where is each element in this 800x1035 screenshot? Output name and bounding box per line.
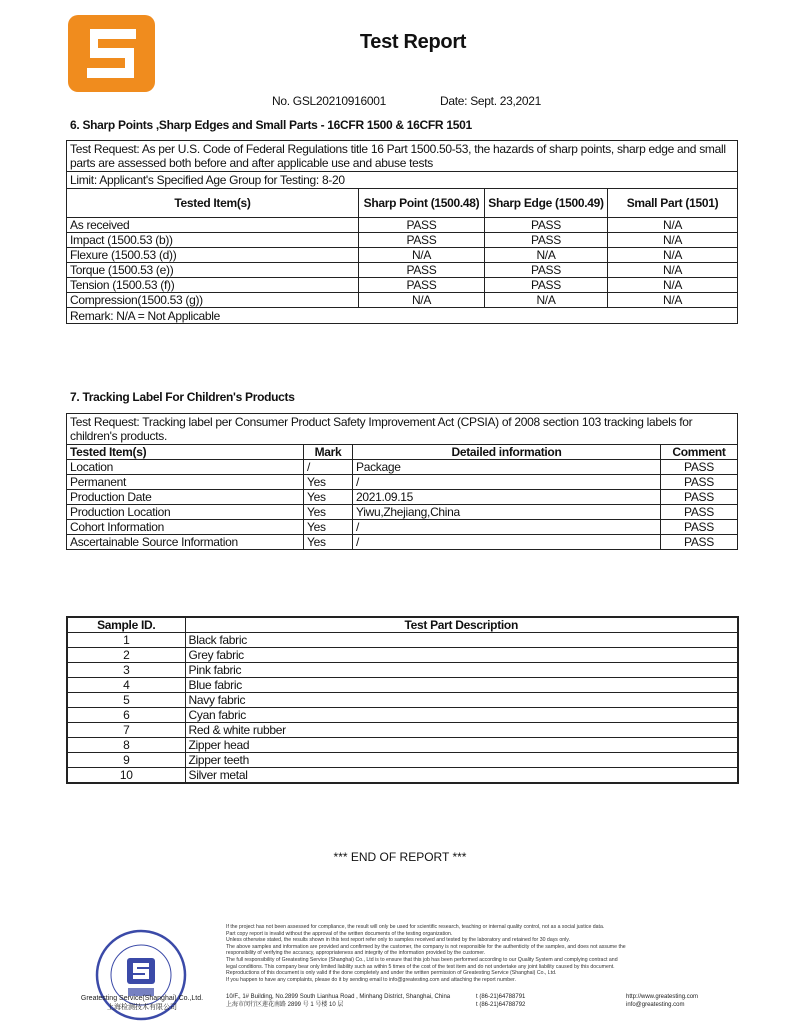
section6-heading: 6. Sharp Points ,Sharp Edges and Small Parts - 16CFR 1500 & 16CFR 1501 xyxy=(70,118,472,132)
col-header: Tested Item(s) xyxy=(67,445,304,460)
col-header: Sharp Edge (1500.49) xyxy=(485,189,608,218)
table-cell: 6 xyxy=(67,708,185,723)
table-cell: N/A xyxy=(608,218,738,233)
col-header: Comment xyxy=(661,445,738,460)
table-cell: N/A xyxy=(359,293,485,308)
table-row xyxy=(67,460,738,475)
table-cell: 2021.09.15 xyxy=(353,490,661,505)
col-header: Sharp Point (1500.48) xyxy=(359,189,485,218)
samples-table xyxy=(66,616,739,784)
table-row xyxy=(67,648,738,663)
table-cell: Cohort Information xyxy=(67,520,304,535)
table-cell: Flexure (1500.53 (d)) xyxy=(67,248,359,263)
table-cell: Grey fabric xyxy=(185,648,738,663)
report-date: Date: Sept. 23,2021 xyxy=(440,94,542,108)
table-cell: Yes xyxy=(304,535,353,550)
table-cell: PASS xyxy=(661,460,738,475)
test-request: Test Request: As per U.S. Code of Federal Regulations title 16 Part 1500.50-53, the hazards of sharp points, sharp edge and small parts are assessed both before and after applicable use and abuse tests xyxy=(67,141,738,172)
disclaimer-line: Reproductions of this document is only valid if the done completely and under the written permission of Greatesting Service (Shanghai) Co., Ltd. xyxy=(226,970,557,977)
table-row xyxy=(67,490,738,505)
table-cell: 3 xyxy=(67,663,185,678)
table-cell: PASS xyxy=(359,263,485,278)
website-link[interactable]: http://www.greatesting.com xyxy=(626,994,699,1000)
contact-info xyxy=(226,993,738,1009)
table-cell: / xyxy=(353,535,661,550)
remark: Remark: N/A = Not Applicable xyxy=(67,308,738,324)
table-cell: Navy fabric xyxy=(185,693,738,708)
table-cell: 4 xyxy=(67,678,185,693)
table-cell: 8 xyxy=(67,738,185,753)
end-of-report: *** END OF REPORT *** xyxy=(333,850,467,864)
table-row xyxy=(67,475,738,490)
table-cell: N/A xyxy=(608,248,738,263)
table-cell: N/A xyxy=(608,233,738,248)
table-cell: Yes xyxy=(304,490,353,505)
table-row xyxy=(67,663,738,678)
table-row xyxy=(67,535,738,550)
table-cell: Compression(1500.53 (g)) xyxy=(67,293,359,308)
table-cell: N/A xyxy=(608,263,738,278)
table-row xyxy=(67,248,738,263)
table-cell: Yes xyxy=(304,505,353,520)
table-row xyxy=(67,278,738,293)
table-row xyxy=(67,723,738,738)
col-header: Detailed information xyxy=(353,445,661,460)
table-row xyxy=(67,633,738,648)
col-header: Tested Item(s) xyxy=(67,189,359,218)
table-cell: / xyxy=(353,520,661,535)
company-name-en: Greatesting Service(Shanghai) Co.,Ltd. xyxy=(80,995,204,1002)
table-cell: 7 xyxy=(67,723,185,738)
table-row xyxy=(67,693,738,708)
table-cell: Red & white rubber xyxy=(185,723,738,738)
disclaimer-line: Unless otherwise stated, the results shown in this test report refer only to samples received and tested by the laboratory and retained for 30 days only. xyxy=(226,937,570,944)
table-row xyxy=(67,753,738,768)
table-cell: PASS xyxy=(661,520,738,535)
table-cell: 5 xyxy=(67,693,185,708)
report-number: No. GSL20210916001 xyxy=(272,94,387,108)
table-cell: Blue fabric xyxy=(185,678,738,693)
table-cell: Production Date xyxy=(67,490,304,505)
table-cell: PASS xyxy=(661,490,738,505)
table-cell: Package xyxy=(353,460,661,475)
table-cell: PASS xyxy=(485,278,608,293)
table-cell: Cyan fabric xyxy=(185,708,738,723)
phone-2: t (86-21)64788792 xyxy=(476,1002,526,1008)
table-cell: / xyxy=(353,475,661,490)
table-row xyxy=(67,738,738,753)
disclaimer-line: If the project has not been assessed for compliance, the result will only be used for scientific research, teaching or internal quality control, not as a social justice data. xyxy=(226,924,605,930)
col-header: Mark xyxy=(304,445,353,460)
table-cell: Zipper head xyxy=(185,738,738,753)
table-cell: / xyxy=(304,460,353,475)
table-cell: Location xyxy=(67,460,304,475)
table-cell: 10 xyxy=(67,768,185,784)
table-cell: Yes xyxy=(304,520,353,535)
table-cell: Ascertainable Source Information xyxy=(67,535,304,550)
table-row xyxy=(67,505,738,520)
address-en: 10/F., 1# Building, No.2899 South Lianhua Road , Minhang District, Shanghai, China xyxy=(226,994,451,1000)
table-cell: PASS xyxy=(359,218,485,233)
table-cell: Impact (1500.53 (b)) xyxy=(67,233,359,248)
disclaimer-line: responsibility of verifying the accuracy, appropriateness and integrity of the information provided by the customer. xyxy=(226,950,486,957)
table-cell: Yes xyxy=(304,475,353,490)
company-name-cn: 上海检测技术有限公司 xyxy=(107,1004,177,1011)
disclaimer-line: legal conditions. This company bear only limited liability such as within 5 times of the cost of the test item and do not undertake any joint liability caused by this document. xyxy=(226,963,615,970)
table-cell: Black fabric xyxy=(185,633,738,648)
email-link[interactable]: info@greatesting.com xyxy=(626,1002,685,1008)
disclaimer-line: Part copy report is invalid without the approval of the written documents of the testing organization. xyxy=(226,930,453,937)
table-row xyxy=(67,233,738,248)
page-title: Test Report xyxy=(359,31,467,53)
table-cell: N/A xyxy=(608,278,738,293)
table-row xyxy=(67,218,738,233)
table-cell: 2 xyxy=(67,648,185,663)
address-cn: 上海市闵行区莲花南路 2899 号 1 号楼 10 层 xyxy=(226,1002,344,1008)
disclaimer-text xyxy=(226,886,738,983)
disclaimer-line: If you happen to have any complaints, please do it by sending email to info@greatesting.com and attaching the report number. xyxy=(226,976,516,983)
table-row xyxy=(67,678,738,693)
table-row xyxy=(67,263,738,278)
table-cell: Zipper teeth xyxy=(185,753,738,768)
table-cell: PASS xyxy=(485,263,608,278)
table-cell: Silver metal xyxy=(185,768,738,784)
phone-1: t (86-21)64788791 xyxy=(476,994,526,1000)
table-cell: N/A xyxy=(608,293,738,308)
table-cell: 1 xyxy=(67,633,185,648)
table-cell: PASS xyxy=(661,505,738,520)
table-cell: PASS xyxy=(661,475,738,490)
table-row xyxy=(67,293,738,308)
table-row xyxy=(67,708,738,723)
table-cell: Tension (1500.53 (f)) xyxy=(67,278,359,293)
table-cell: PASS xyxy=(359,278,485,293)
table-row xyxy=(67,768,738,784)
col-header: Test Part Description xyxy=(185,617,738,633)
sharp-parts-table xyxy=(66,140,738,324)
table-row xyxy=(67,520,738,535)
table-cell: Production Location xyxy=(67,505,304,520)
table-cell: 9 xyxy=(67,753,185,768)
limit: Limit: Applicant's Specified Age Group for Testing: 8-20 xyxy=(67,172,738,189)
test-request: Test Request: Tracking label per Consumer Product Safety Improvement Act (CPSIA) of 2008 section 103 tracking labels for children's products. xyxy=(67,414,738,445)
section7-heading: 7. Tracking Label For Children's Products xyxy=(70,390,295,404)
company-name xyxy=(62,994,222,1012)
table-cell: Permanent xyxy=(67,475,304,490)
table-cell: Yiwu,Zhejiang,China xyxy=(353,505,661,520)
disclaimer-line: The above samples and information are provided and confirmed by the customer, the company is not responsible for the authenticity of the samples, and does not assume the xyxy=(226,943,626,950)
table-cell: PASS xyxy=(485,233,608,248)
table-cell: N/A xyxy=(485,293,608,308)
table-cell: PASS xyxy=(485,218,608,233)
table-cell: Pink fabric xyxy=(185,663,738,678)
table-cell: N/A xyxy=(485,248,608,263)
col-header: Sample ID. xyxy=(67,617,185,633)
col-header: Small Part (1501) xyxy=(608,189,738,218)
tracking-label-table xyxy=(66,413,738,550)
table-cell: As received xyxy=(67,218,359,233)
table-cell: PASS xyxy=(359,233,485,248)
disclaimer-line: The full responsibility of Greatesting Service (Shanghai) Co., Ltd is to ensure that this job has been performed according to our Quality System and complying contract and xyxy=(226,956,618,963)
table-cell: Torque (1500.53 (e)) xyxy=(67,263,359,278)
table-cell: PASS xyxy=(661,535,738,550)
table-cell: N/A xyxy=(359,248,485,263)
